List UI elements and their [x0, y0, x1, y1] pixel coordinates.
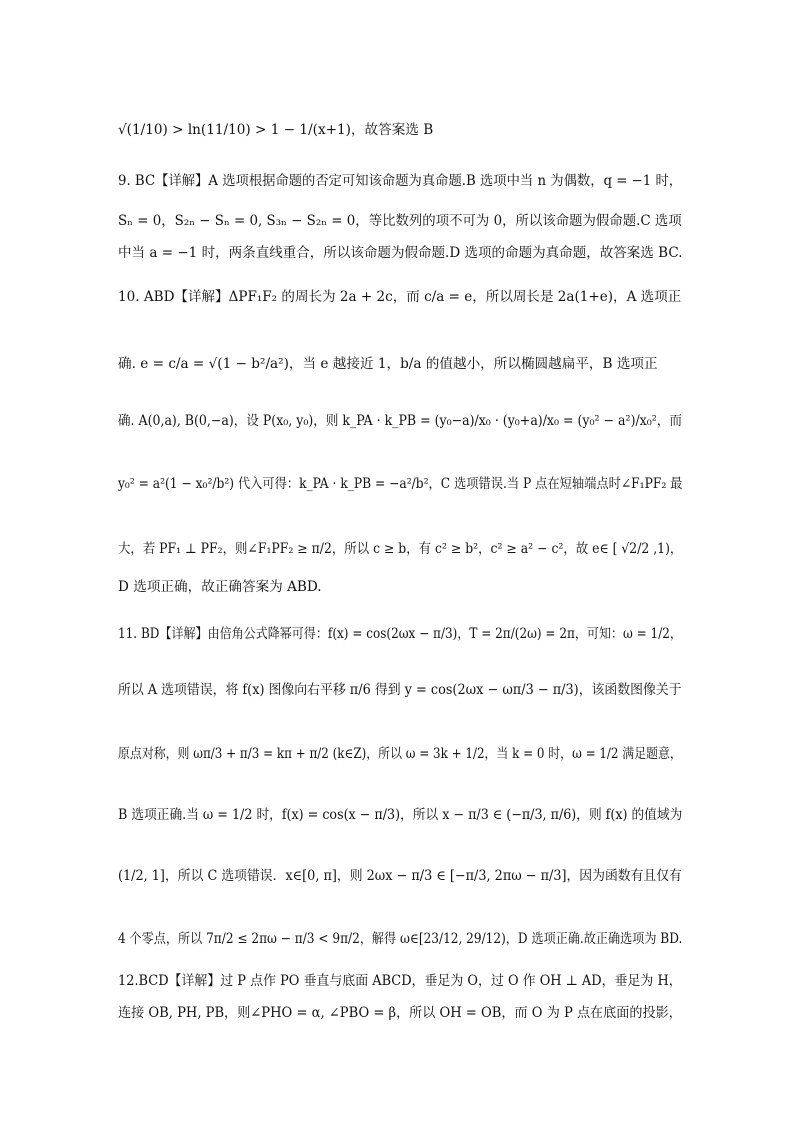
text-line: √(1/10) > ln(11/10) > 1 − 1/(x+1)，故答案选 B: [118, 122, 434, 138]
text-line: 所以 A 选项错误，将 f(x) 图像向右平移 π/6 得到 y = cos(2ωx − ωπ/3 − π/3)，该函数图像关于: [118, 682, 682, 698]
text-line: 大，若 PF₁ ⊥ PF₂，则∠F₁PF₂ ≥ π/2，所以 c ≥ b，有 c² ≥ b²，c² ≥ a² − c²，故 e∈ [ √2/2 ,1)，: [118, 541, 683, 557]
text-line: D 选项正确，故正确答案为 ABD.: [118, 579, 322, 595]
text-line: 确. A(0,a), B(0,−a)，设 P(x₀, y₀)，则 k_PA · k_PB = (y₀−a)/x₀ · (y₀+a)/x₀ = (y₀² − a²)/x₀²，而: [118, 413, 682, 429]
text-line: y₀² = a²(1 − x₀²/b²) 代入可得：k_PA · k_PB = −a²/b²，C 选项错误.当 P 点在短轴端点时∠F₁PF₂ 最: [118, 476, 683, 492]
text-line: 12.BCD【详解】过 P 点作 PO 垂直与底面 ABCD，垂足为 O，过 O 作 OH ⊥ AD，垂足为 H，: [118, 973, 682, 989]
text-line: B 选项正确.当 ω = 1/2 时，f(x) = cos(x − π/3)，所以 x − π/3 ∈ (−π/3, π/6)，则 f(x) 的值域为: [118, 807, 683, 823]
text-line: 确. e = c/a = √(1 − b²/a²)，当 e 越接近 1，b/a 的值越小，所以椭圆越扁平，B 选项正: [118, 356, 658, 372]
text-line: 10. ABD【详解】ΔPF₁F₂ 的周长为 2a + 2c，而 c/a = e，所以周长是 2a(1+e)，A 选项正: [118, 289, 682, 305]
text-line: 原点对称，则 ωπ/3 + π/3 = kπ + π/2 (k∈Z)，所以 ω = 3k + 1/2，当 k = 0 时，ω = 1/2 满足题意，: [118, 746, 682, 762]
text-line: 4 个零点，所以 7π/2 ≤ 2πω − π/3 < 9π/2，解得 ω∈[23/12, 29/12)，D 选项正确.故正确选项为 BD.: [118, 931, 683, 947]
text-line: 中当 a = −1 时，两条直线重合，所以该命题为假命题.D 选项的命题为真命题，故答案选 BC.: [118, 245, 683, 261]
text-line: (1/2, 1]，所以 C 选项错误．x∈[0, π]，则 2ωx − π/3 ∈ [−π/3, 2πω − π/3]，因为函数有且仅有: [118, 868, 682, 884]
text-line: 连接 OB, PH, PB，则∠PHO = α, ∠PBO = β，所以 OH = OB，而 O 为 P 点在底面的投影，: [118, 1005, 682, 1021]
text-line: Sₙ = 0，S₂ₙ − Sₙ = 0, S₃ₙ − S₂ₙ = 0，等比数列的项不可为 0，所以该命题为假命题.C 选项: [118, 213, 682, 229]
text-line: 9. BC【详解】A 选项根据命题的否定可知该命题为真命题.B 选项中当 n 为偶数，q = −1 时，: [118, 173, 683, 189]
text-line: 11. BD【详解】由倍角公式降幂可得：f(x) = cos(2ωx − π/3)，T = 2π/(2ω) = 2π，可知：ω = 1/2，: [118, 626, 682, 642]
